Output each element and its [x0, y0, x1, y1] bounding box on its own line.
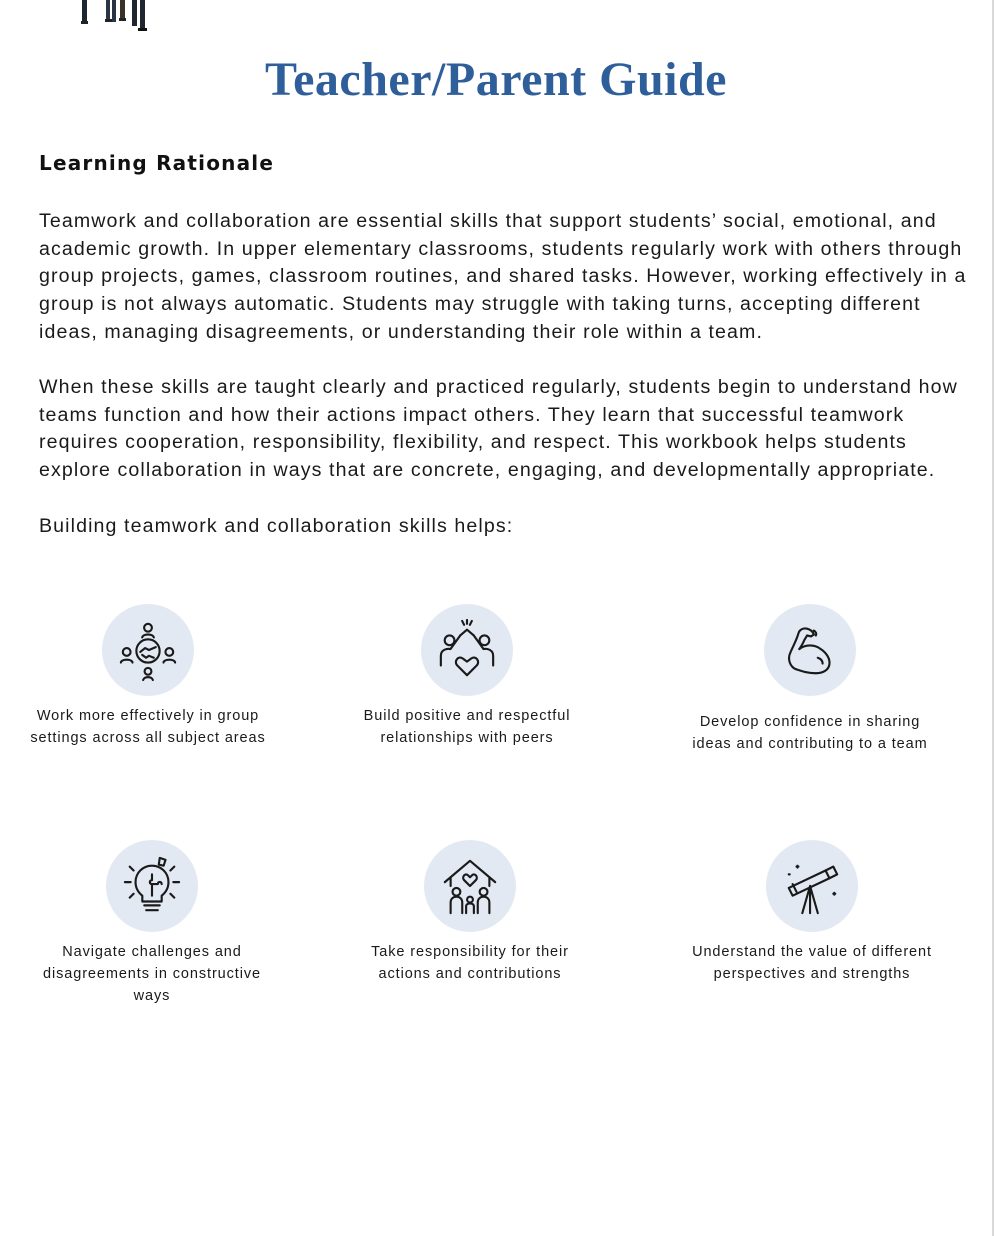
puzzle-lightbulb-icon — [121, 855, 183, 917]
people-illustration — [76, 0, 156, 32]
flexed-arm-icon — [779, 619, 841, 681]
benefits-intro: Building teamwork and collaboration skills helps: — [39, 515, 514, 537]
section-heading: Learning Rationale — [39, 151, 275, 175]
benefit-item — [23, 604, 273, 750]
page-edge-divider — [992, 0, 994, 1236]
benefit-label: Build positive and respectful relationships with peers — [363, 708, 571, 746]
high-five-heart-icon — [436, 619, 498, 681]
telescope-icon — [781, 855, 843, 917]
benefit-label: Work more effectively in group settings across all subject areas — [30, 708, 266, 746]
benefit-label: Develop confidence in sharing ideas and contributing to a team — [692, 714, 928, 752]
benefit-item — [342, 604, 592, 750]
benefit-label: Navigate challenges and disagreements in constructive ways — [43, 944, 261, 1004]
rationale-paragraph-1: Teamwork and collaboration are essential skills that support students’ social, emotional, and academic growth. In upper elementary classrooms, students regularly work with others through group projects, games, classroom routines, and shared tasks. However, working effectively in a group is not always automatic. Students may struggle with taking turns, accepting different ideas, managing disagreements, or understanding their role within a team. — [39, 210, 967, 343]
benefit-label: Understand the value of different perspectives and strengths — [692, 944, 932, 982]
page-title: Teacher/Parent Guide — [265, 53, 727, 106]
benefit-item — [685, 604, 935, 756]
family-home-icon — [439, 855, 501, 917]
benefit-label: Take responsibility for their actions and contributions — [371, 944, 569, 982]
rationale-paragraph-2: When these skills are taught clearly and practiced regularly, students begin to understand how teams function and how their actions impact others. They learn that successful teamwork requires cooperation, responsibility, flexibility, and respect. This workbook helps students explore collaboration in ways that are concrete, engaging, and developmentally appropriate. — [39, 376, 958, 482]
team-handshake-icon — [117, 619, 179, 681]
benefit-item — [27, 840, 277, 1007]
benefit-item — [345, 840, 595, 986]
benefit-item — [687, 840, 937, 986]
